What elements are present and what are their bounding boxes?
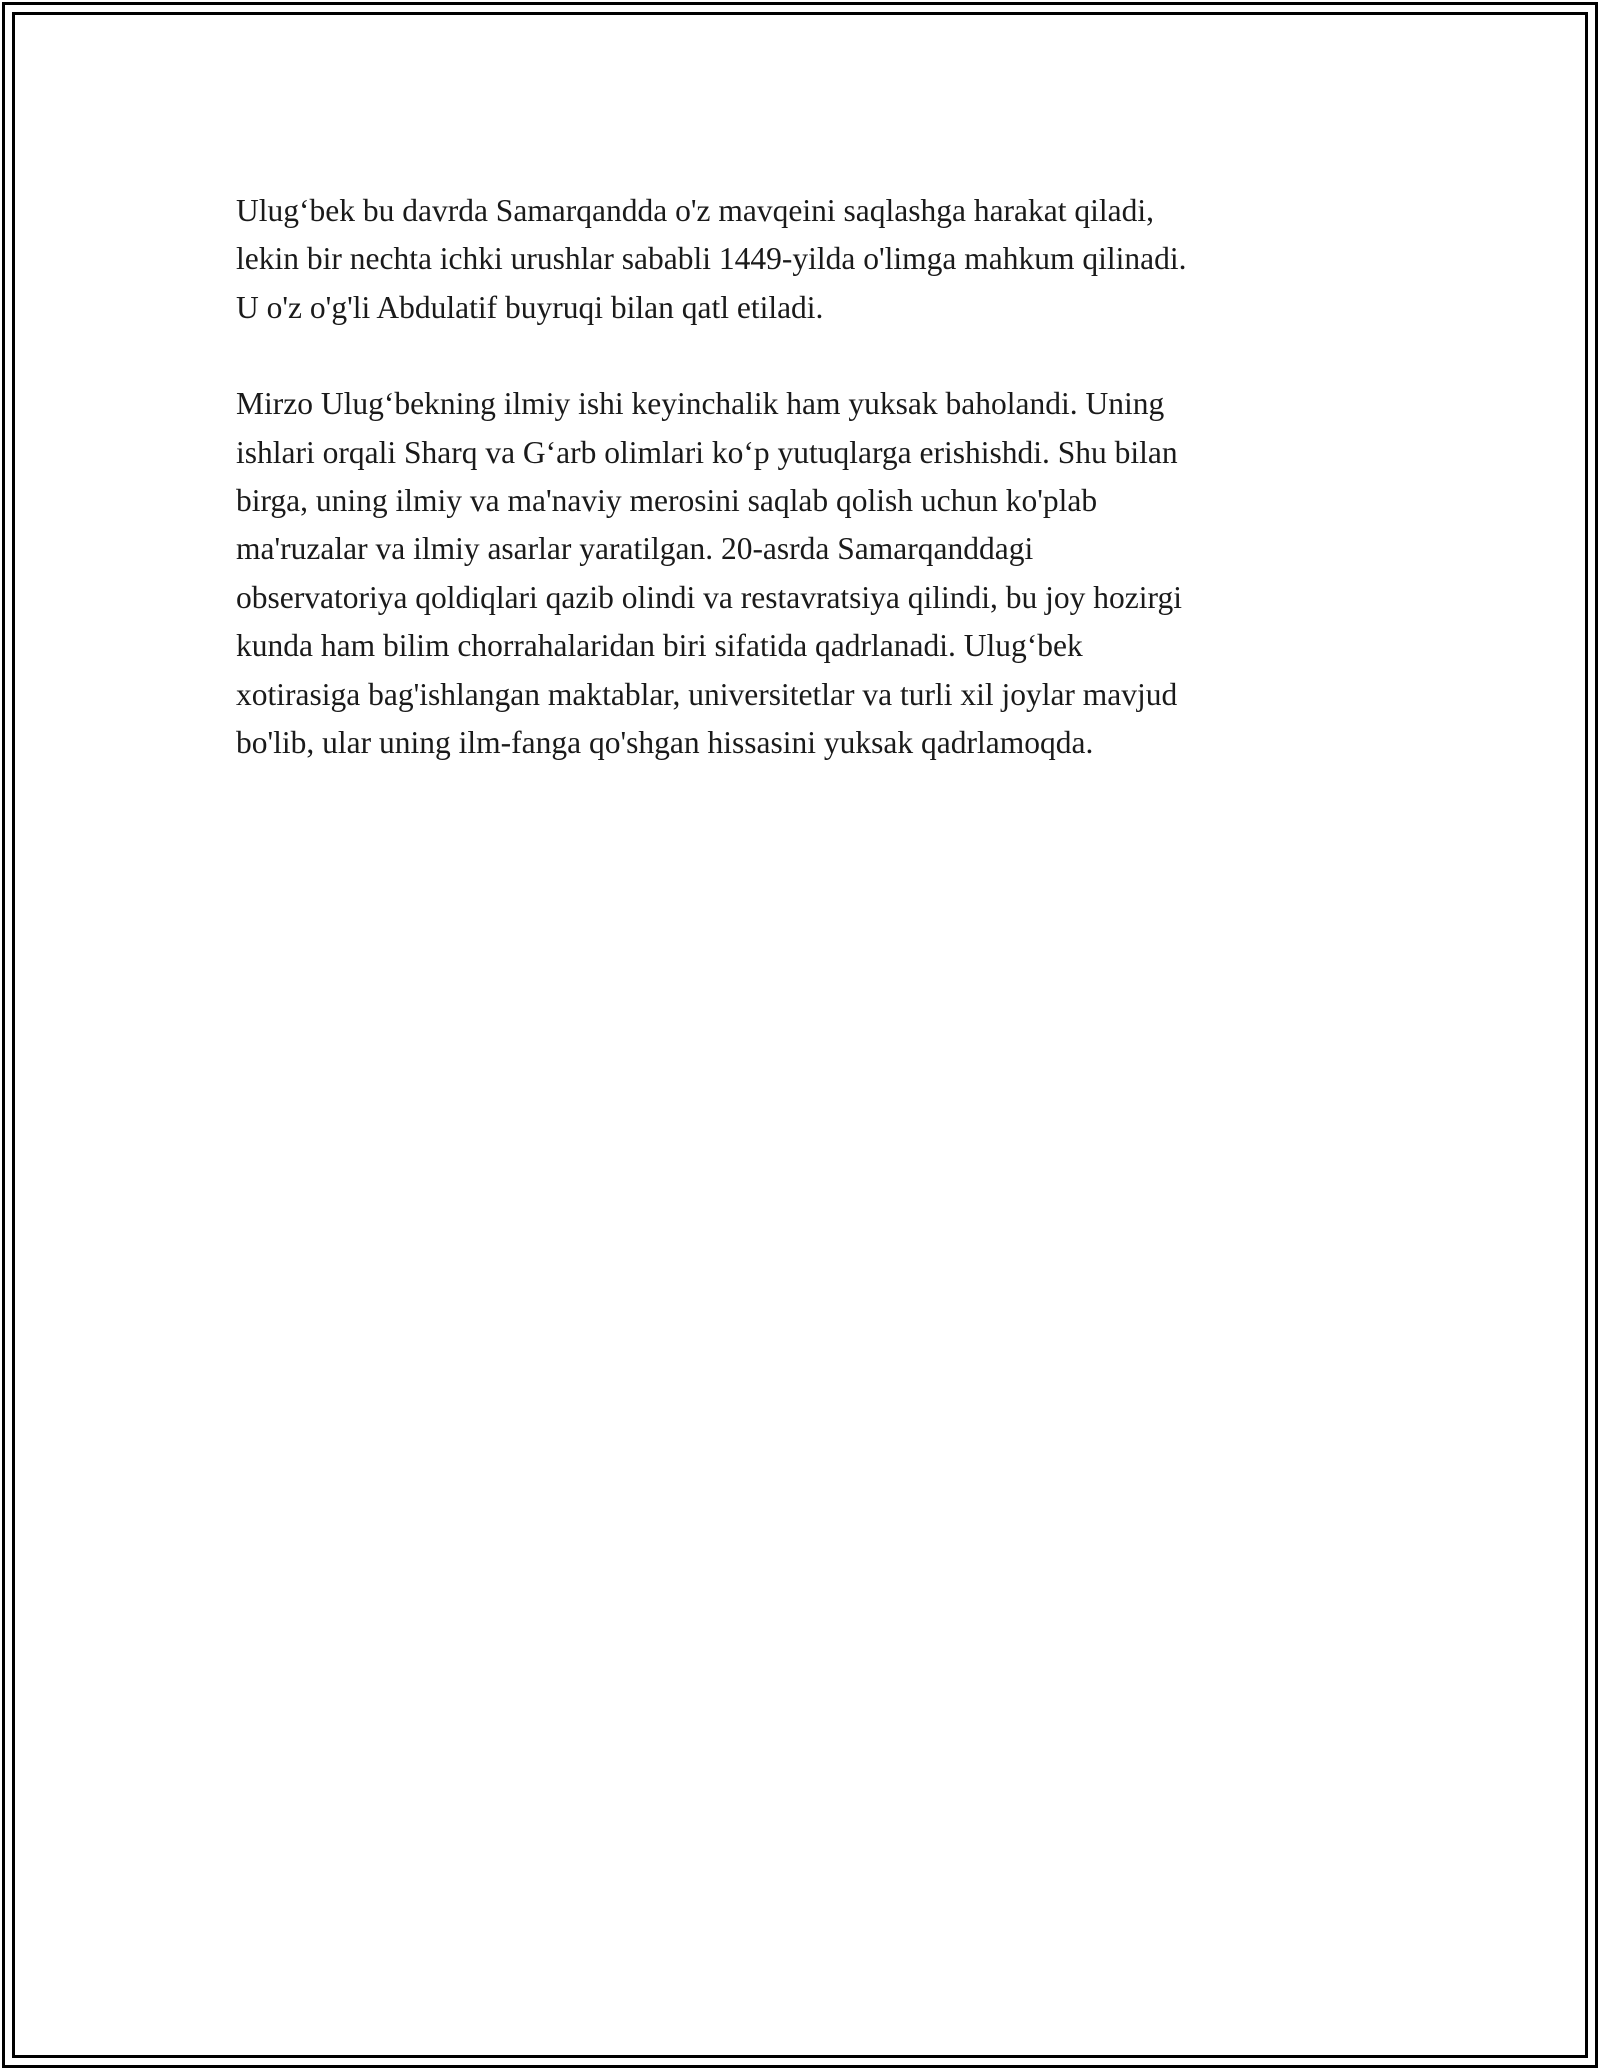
paragraph-1 <box>236 187 1376 332</box>
paragraph-line: lekin bir nechta ichki urushlar sababli 1449-yilda o'limga mahkum qilinadi. <box>236 241 1187 277</box>
paragraph-line: kunda ham bilim chorrahalaridan biri sifatida qadrlanadi. Ulug‘bek <box>236 628 1083 664</box>
paragraph-line: ma'ruzalar va ilmiy asarlar yaratilgan. 20-asrda Samarqanddagi <box>236 531 1034 567</box>
paragraph-line: observatoriya qoldiqlari qazib olindi va restavratsiya qilindi, bu joy hozirgi <box>236 579 1182 615</box>
document-body <box>236 187 1376 767</box>
paragraph-line: xotirasiga bag'ishlangan maktablar, universitetlar va turli xil joylar mavjud <box>236 676 1178 712</box>
paragraph-line: bo'lib, ular uning ilm-fanga qo'shgan hissasini yuksak qadrlamoqda. <box>236 725 1094 761</box>
paragraph-line: U o'z o'g'li Abdulatif buyruqi bilan qatl etiladi. <box>236 289 824 325</box>
paragraph-line: ishlari orqali Sharq va G‘arb olimlari ko‘p yutuqlarga erishishdi. Shu bilan <box>236 434 1178 470</box>
paragraph-line: Mirzo Ulug‘bekning ilmiy ishi keyinchalik ham yuksak baholandi. Uning <box>236 386 1165 422</box>
paragraph-line: Ulug‘bek bu davrda Samarqandda o'z mavqeini saqlashga harakat qiladi, <box>236 193 1154 228</box>
paragraph-2 <box>236 380 1376 767</box>
paragraph-line: birga, uning ilmiy va ma'naviy merosini saqlab qolish uchun ko'plab <box>236 483 1098 519</box>
